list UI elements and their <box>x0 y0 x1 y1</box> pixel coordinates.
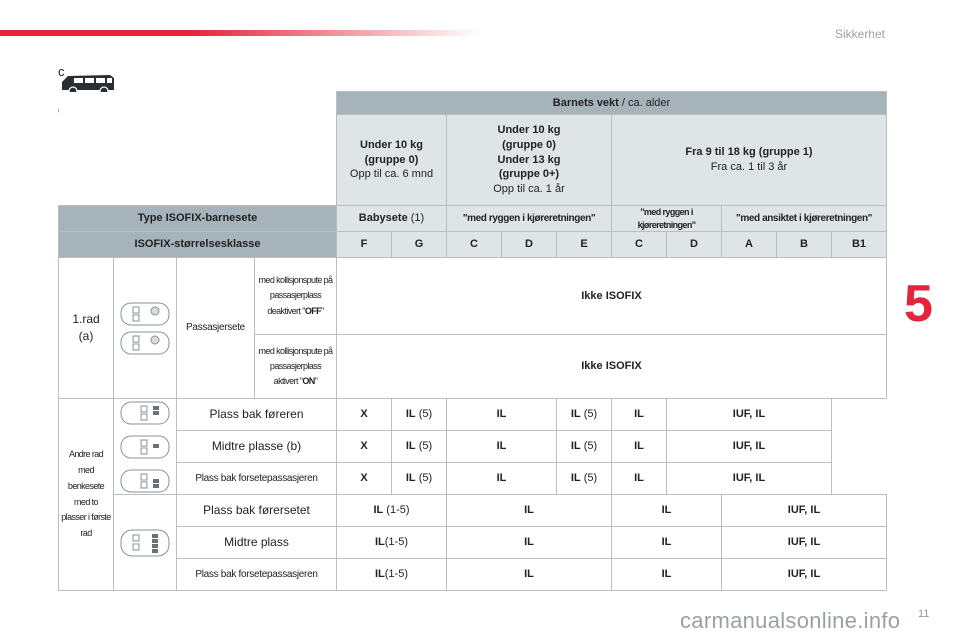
seat-name: Plass bak forsetepassasjeren <box>177 559 337 591</box>
car-seat-icon <box>119 528 171 558</box>
weight-group-0: Under 10 kg (gruppe 0) Opp til ca. 6 mnd <box>337 115 447 206</box>
airbag-on-label: med kollisjonspute på passasjerplass aktivert "ON" <box>255 335 337 399</box>
cell-value: IUF, IL <box>722 559 887 591</box>
vehicle-label: c <box>58 64 65 79</box>
cell-value: IL <box>612 463 667 495</box>
cell-value: IL <box>447 399 557 431</box>
car-seat-icon <box>119 301 171 327</box>
car-seat-icon <box>119 330 171 356</box>
type-forward-facing: "med ansiktet i kjøreretningen" <box>722 206 887 232</box>
size-class: D <box>502 232 557 258</box>
chapter-number: 5 <box>904 275 933 333</box>
cell-value: IL (5) <box>557 399 612 431</box>
cell-value: X <box>337 399 392 431</box>
cell-value: IL <box>612 559 722 591</box>
cell-value: IL <box>447 431 557 463</box>
cell-value: IL (5) <box>557 431 612 463</box>
row2-label: Andre rad med benkesete med to plasser i første rad <box>59 399 114 591</box>
seat-name: Midtre plass <box>177 527 337 559</box>
size-class: A <box>722 232 777 258</box>
type-rear-facing: "med ryggen i kjøreretningen" <box>447 206 612 232</box>
red-accent-bar <box>0 30 480 36</box>
row2-seat-diagram-a <box>114 399 177 495</box>
airbag-off-label: med kollisjonspute på passasjerplass deaktivert "OFF" <box>255 258 337 335</box>
type-label: Type ISOFIX-barnesete <box>59 206 337 232</box>
weight-group-2: Fra 9 til 18 kg (gruppe 1) Fra ca. 1 til 3 år <box>612 115 887 206</box>
size-class: B <box>777 232 832 258</box>
seat-name: Plass bak føreren <box>177 399 337 431</box>
size-class: F <box>337 232 392 258</box>
cell-value: IL <box>447 495 612 527</box>
row1-seat-diagram <box>114 258 177 399</box>
cell-value: IL(1-5) <box>337 527 447 559</box>
car-seat-icon <box>119 468 171 494</box>
size-label: ISOFIX-størrelsesklasse <box>59 232 337 258</box>
cell-value: IL <box>612 495 722 527</box>
seat-name: Midtre plasse (b) <box>177 431 337 463</box>
weight-group-1: Under 10 kg (gruppe 0) Under 13 kg (gruppe 0+) Opp til ca. 1 år <box>447 115 612 206</box>
size-class: C <box>612 232 667 258</box>
size-class: C <box>447 232 502 258</box>
cell-value: IL (5) <box>392 463 447 495</box>
row1-seat-name: Passasjersete <box>177 258 255 399</box>
cell-value: IUF, IL <box>667 399 832 431</box>
cell-value: IUF, IL <box>722 527 887 559</box>
seat-name: Plass bak førersetet <box>177 495 337 527</box>
cell-value: IL (5) <box>392 431 447 463</box>
cell-value: IL <box>447 527 612 559</box>
section-title: Sikkerhet <box>834 27 885 41</box>
page-number: 11 <box>918 608 930 620</box>
cell-value: IL (1-5) <box>337 495 447 527</box>
size-class: G <box>392 232 447 258</box>
cell-value: IL <box>447 463 557 495</box>
cell-value: IUF, IL <box>722 495 887 527</box>
cell-value: IUF, IL <box>667 463 832 495</box>
car-seat-icon <box>119 434 171 460</box>
watermark: carmanualsonline.info <box>680 608 901 633</box>
cell-value: IL <box>612 527 722 559</box>
row1-value-on: Ikke ISOFIX <box>337 335 887 399</box>
size-class: E <box>557 232 612 258</box>
seat-name: Plass bak forsetepassasjeren <box>177 463 337 495</box>
row1-value-off: Ikke ISOFIX <box>337 258 887 335</box>
cell-value: IL (5) <box>557 463 612 495</box>
size-class: D <box>667 232 722 258</box>
type-babysete: Babysete (1) <box>337 206 447 232</box>
cell-value: X <box>337 431 392 463</box>
car-seat-icon <box>119 400 171 426</box>
cell-value: IL <box>447 559 612 591</box>
cell-value: IL <box>612 399 667 431</box>
cell-value: IL <box>612 431 667 463</box>
row1-label: 1.rad (a) <box>59 258 114 399</box>
cell-value: IL(1-5) <box>337 559 447 591</box>
cell-value: IL (5) <box>392 399 447 431</box>
cell-value: X <box>337 463 392 495</box>
isofix-table <box>58 91 887 591</box>
type-rear-facing-2: "med ryggen i kjøreretningen" <box>612 206 722 232</box>
weight-header: Barnets vekt / ca. alder <box>337 92 887 115</box>
row2-seat-diagram-b <box>114 495 177 591</box>
size-class: B1 <box>832 232 887 258</box>
cell-value: IUF, IL <box>667 431 832 463</box>
